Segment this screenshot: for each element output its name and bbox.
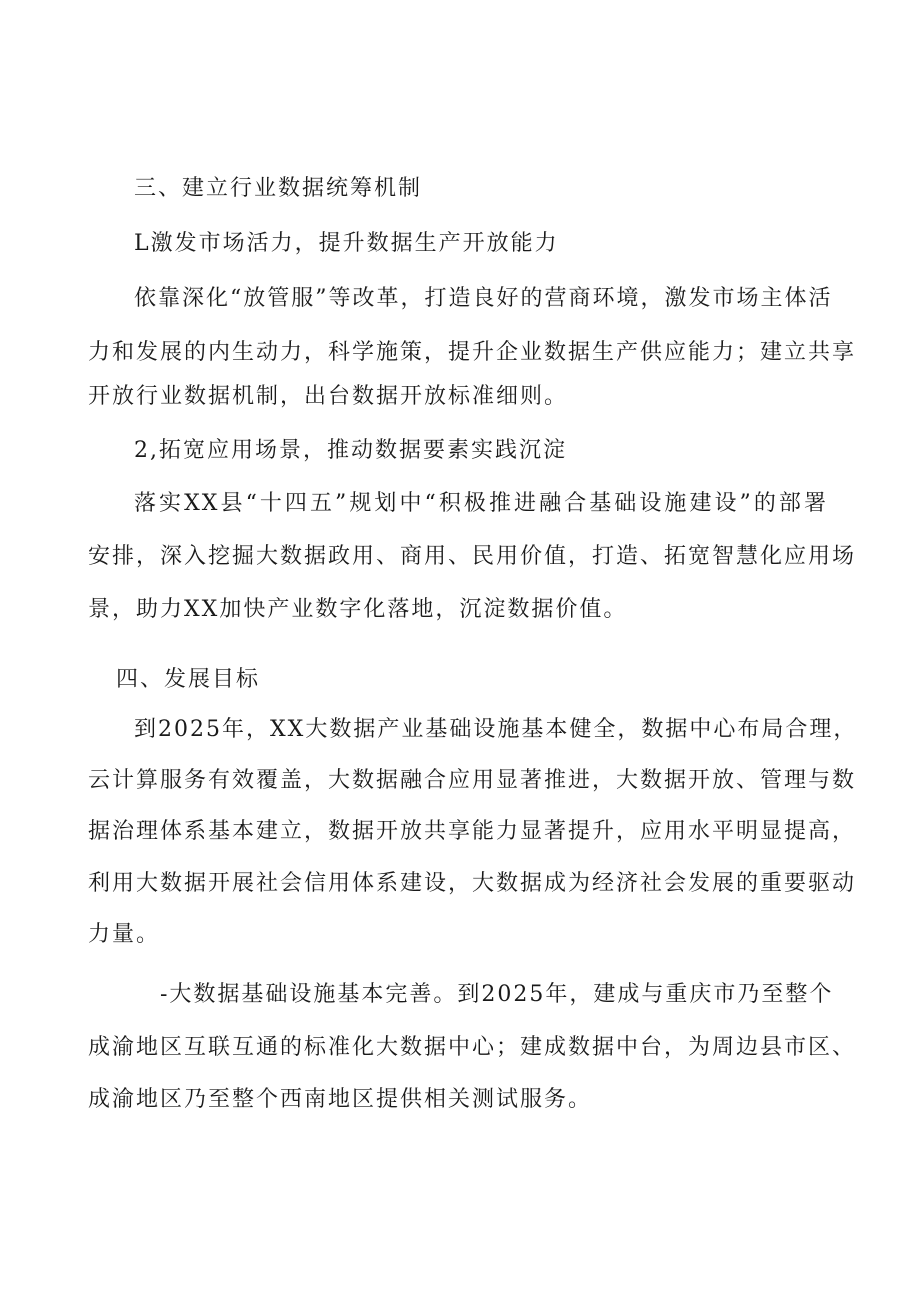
paragraph-line: 落实XX县“十四五”规划中“积极推进融合基础设施建设”的部署 — [134, 491, 828, 516]
paragraph-line: 开放行业数据机制，出台数据开放标准细则。 — [88, 384, 569, 409]
paragraph-line: 景，助力XX加快产业数字化落地，沉淀数据价值。 — [88, 597, 628, 622]
subsection-heading: 2,拓宽应用场景，推动数据要素实践沉淀 — [134, 438, 567, 463]
paragraph-line: 成渝地区乃至整个西南地区提供相关测试服务。 — [88, 1087, 593, 1112]
paragraph-line: 利用大数据开展社会信用体系建设，大数据成为经济社会发展的重要驱动 — [88, 871, 857, 896]
paragraph-line: 依靠深化“放管服”等改革，打造良好的营商环境，激发市场主体活 — [134, 286, 833, 311]
paragraph-line: 云计算服务有效覆盖，大数据融合应用显著推进，大数据开放、管理与数 — [88, 768, 857, 793]
paragraph-line: 据治理体系基本建立，数据开放共享能力显著提升，应用水平明显提高， — [88, 819, 857, 844]
paragraph-line: -大数据基础设施基本完善。到2025年，建成与重庆市乃至整个 — [160, 982, 834, 1007]
subsection-heading: L激发市场活力，提升数据生产开放能力 — [134, 231, 559, 256]
section-heading: 四、发展目标 — [116, 667, 261, 692]
paragraph-line: 成渝地区互联互通的标准化大数据中心；建成数据中台，为周边县市区、 — [88, 1035, 857, 1060]
paragraph-line: 安排，深入挖掘大数据政用、商用、民用价值，打造、拓宽智慧化应用场 — [88, 544, 857, 569]
paragraph-line: 力和发展的内生动力，科学施策，提升企业数据生产供应能力；建立共享 — [88, 340, 857, 365]
section-heading: 三、建立行业数据统筹机制 — [134, 176, 423, 201]
paragraph-line: 到2025年，XX大数据产业基础设施基本健全，数据中心布局合理， — [134, 717, 858, 742]
paragraph-line: 力量。 — [88, 922, 161, 947]
